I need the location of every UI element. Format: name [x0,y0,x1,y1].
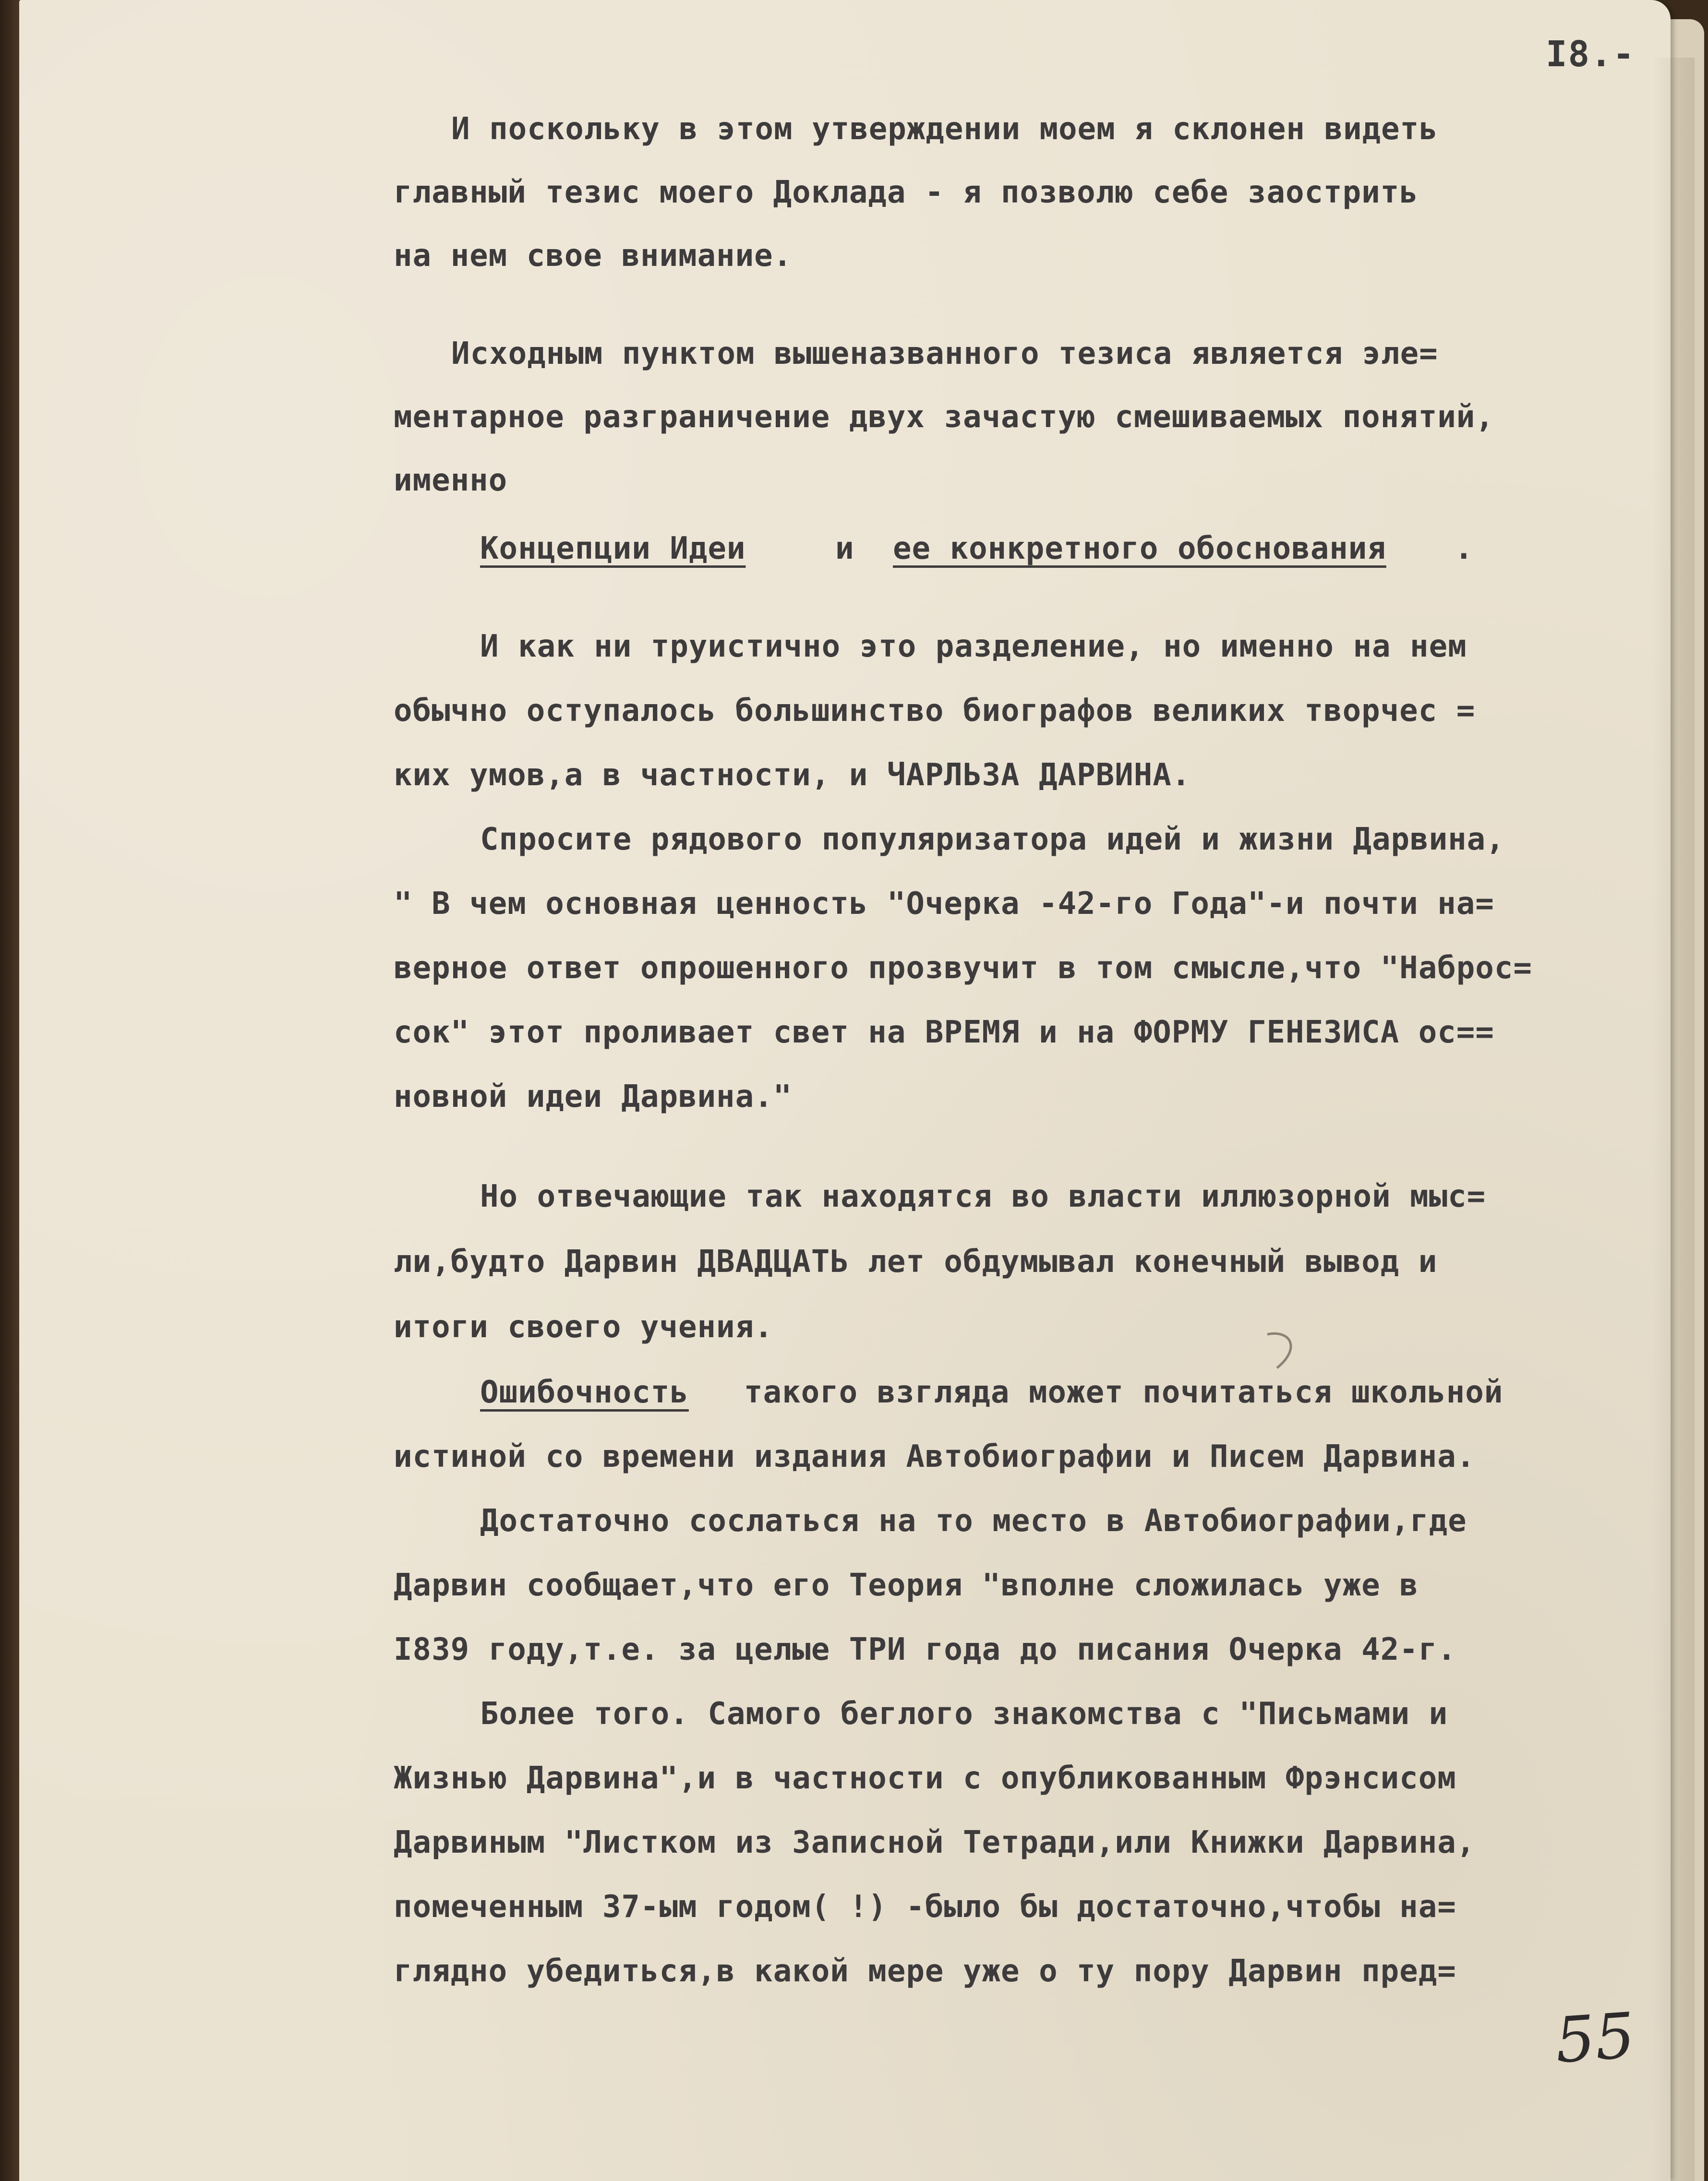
text-line: Исходным пунктом вышеназванного тезиса является эле= [451,336,1438,371]
text-line: ких умов,а в частности, и ЧАРЛЬЗА ДАРВИНА. [394,757,1191,793]
text-line: " В чем основная ценность "Очерка -42-го Года"-и почти на= [394,886,1494,922]
text-line: помеченным 37-ым годом( !) -было бы достаточно,чтобы на= [394,1889,1456,1925]
text-line: Жизнью Дарвина",и в частности с опубликованным Фрэнсисом [394,1761,1456,1796]
typewritten-page [19,0,1671,2181]
underlined-word-error: Ошибочность [480,1375,689,1410]
text-line: такого взгляда может почитаться школьной [744,1375,1504,1410]
handwritten-page-number: 55 [1552,1999,1637,2077]
text-line: Но отвечающие так находятся во власти иллюзорной мыс= [480,1179,1486,1214]
text-line: именно [394,463,508,498]
page-edge-shadow [1651,58,1695,2181]
text-line: глядно убедиться,в какой мере уже о ту пору Дарвин пред= [394,1953,1456,1989]
text-line: итоги своего учения. [394,1309,773,1345]
text-line: истиной со времени издания Автобиографии и Писем Дарвина. [394,1439,1476,1474]
text-line: Достаточно сослаться на то место в Автобиографии,где [480,1503,1467,1539]
underlined-phrase-concept: Концепции Идеи [480,531,746,566]
text-line: I839 году,т.е. за целые ТРИ года до писания Очерка 42-г. [394,1632,1456,1667]
text-line: главный тезис моего Доклада - я позволю себе заострить [394,175,1419,210]
scan-background-strip [0,0,19,2181]
text-line: И поскольку в этом утверждении моем я склонен видеть [451,111,1438,147]
text-line: Дарвин сообщает,что его Теория "вполне сложилась уже в [394,1568,1419,1603]
text-line: Спросите рядового популяризатора идей и жизни Дарвина, [480,822,1505,857]
text-line: верное ответ опрошенного прозвучит в том смысле,что "Наброс= [394,950,1532,986]
text-line: Дарвиным "Листком из Записной Тетради,или Книжки Дарвина, [394,1825,1476,1860]
text-line: И как ни труистично это разделение, но именно на нем [480,629,1467,664]
text-line: ли,будто Дарвин ДВАДЦАТЬ лет обдумывал конечный вывод и [394,1244,1438,1280]
text-line: ментарное разграничение двух зачастую смешиваемых понятий, [394,399,1494,435]
page-number: I8.- [1546,34,1636,75]
pencil-mark [1258,1325,1311,1378]
text-line: обычно оступалось большинство биографов великих творчес = [394,693,1476,729]
text-line: новной идеи Дарвина." [394,1079,793,1114]
text-line: сок" этот проливает свет на ВРЕМЯ и на ФОРМУ ГЕНЕЗИСА ос== [394,1015,1494,1050]
text-line: на нем свое внимание. [394,238,793,274]
text-line: Более того. Самого беглого знакомства с "Письмами и [480,1696,1448,1732]
underlined-phrase-substantiation: ее конкретного обоснования [893,531,1386,566]
text-word-and: и [835,531,854,566]
text-period: . [1455,531,1474,566]
